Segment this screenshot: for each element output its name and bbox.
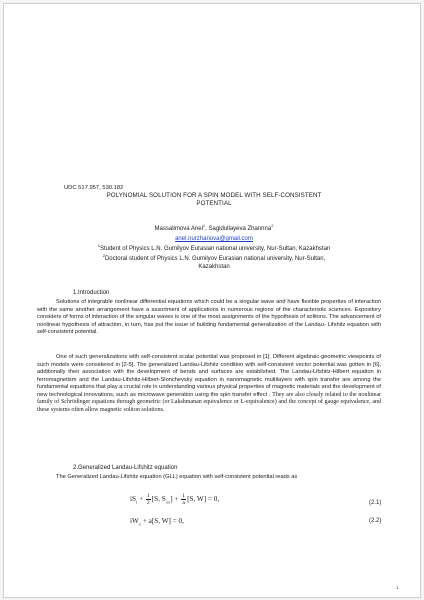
eq2-rhs: + a[S, W] = 0, (141, 517, 184, 525)
author-2-sup: 2 (271, 223, 274, 228)
eq2-sub: x (138, 521, 142, 527)
intro-paragraph-2-serif: They are also closely related to the nonlinear family of Schrödinger equations through geometric (or Lakshmanan equivalence or L-equivalence) and the concept of gauge equivalence, and these systems often allow magnetic soliton solutions. (37, 391, 381, 413)
section-heading-gll: 2.Generalized Landau-Lifshitz equation (73, 465, 178, 471)
eq1-frac-2-num: 1 (182, 493, 186, 499)
intro-paragraph-2-text: One of such generalizations with self-consistent scalar potential was proposed in [1]. Different algebraic-geometric viewpoints of such models were considered in [2-5]. The generalized Landau-Lifshitz condition with self-consistent vector potential was gotten in [6], additionally their association with the development of bends and surfaces are established. The Landau-Lifshitz-Hilbert equation in ferromagnetism and the Landau-Lifshitz-Hilbert-Slonchevsky equation in nanomagnetic multilayers with spin transfer are among the fundamental equations that play a crucial role in understanding various physical properties of magnetic materials and the development of new technological innovations, such as microwave generation using the spin transfer effect . (37, 354, 381, 398)
affiliation-2-sup: 2 (102, 253, 105, 258)
authors (60, 223, 368, 234)
affiliation-1-sup: 1 (97, 243, 100, 248)
eq2-lhs: iW (130, 517, 139, 525)
equation-2-2 (130, 517, 184, 526)
udc-code: UDC 517.957, 530.182 (64, 185, 124, 191)
affiliation-2-line1: Doctoral student of Physics L.N. Gumilyov Eurasian national university, Nur-Sultan, (104, 256, 326, 262)
section-heading-introduction: 1.Introduction (73, 290, 110, 296)
equation-number-2-2: (2.2) (369, 518, 382, 524)
eq1-frac-2-den: a (182, 500, 185, 506)
equation-2-1 (130, 493, 219, 506)
eq1-frac-1-num: 1 (146, 493, 150, 499)
eq1-bracket-1-sub: xx (165, 499, 171, 505)
title-line-1: POLYNOMIAL SOLUTION FOR A SPIN MODEL WITH SELF-CONSISTENT (106, 192, 322, 199)
eq1-plus-2: + (172, 495, 181, 504)
title-line-2: POTENTIAL (196, 199, 232, 207)
paper-title (60, 192, 368, 207)
eq1-bracket-1: [S, S (151, 495, 166, 504)
intro-paragraph-1: Solutions of integrable nonlinear differential equations which could be a singular wave and have flexible properties of interaction with the same another arrangement have a assortment of applications in numerous regions of the characteristic sciences. Expository considers of forms of interaction of the singular waves is one of the most assignments of the hypothesis of solitons. The advancement of nonlinear hypothesis of attraction, in turn, has put the issue of building fundamental generalization of the Landau- Lifshitz equation with self-consistent potential. (37, 299, 381, 336)
eq1-frac-2 (181, 493, 186, 506)
affiliation-1-text: Student of Physics L.N. Gumilyov Eurasian national university, Nur-Sultan, Kazakhstan (99, 246, 331, 252)
affiliation-2 (60, 253, 368, 271)
author-1-sup: 1 (202, 223, 206, 228)
intro-paragraph-2 (37, 354, 381, 414)
eq1-frac-1 (146, 493, 151, 506)
author-email-link[interactable]: anel.nurzhanova@gmail.com (175, 236, 253, 242)
eq1-bracket-1-end: ] (170, 495, 173, 504)
equation-number-2-1: (2.1) (369, 500, 382, 506)
author-2: Sagidullayeva Zhannna (208, 226, 272, 232)
eq1-bracket-2: [S, W] = 0, (187, 495, 220, 504)
author-sep: , (205, 226, 209, 232)
page-number: 1 (396, 585, 399, 590)
eq1-plus-1: + (137, 495, 145, 504)
eq1-lhs: iS (130, 495, 136, 504)
author-1: Massalimova Anel (154, 226, 203, 232)
gll-paragraph: The Generalized Landau-Lifshitz equation (GLL) equation with self-consistent potential reads as (56, 474, 298, 480)
affiliation-1 (60, 243, 368, 254)
eq1-lhs-sub: t (136, 499, 138, 505)
affiliation-2-line2: Kazakhstan (198, 263, 230, 270)
eq1-frac-1-den: 2 (146, 500, 150, 506)
